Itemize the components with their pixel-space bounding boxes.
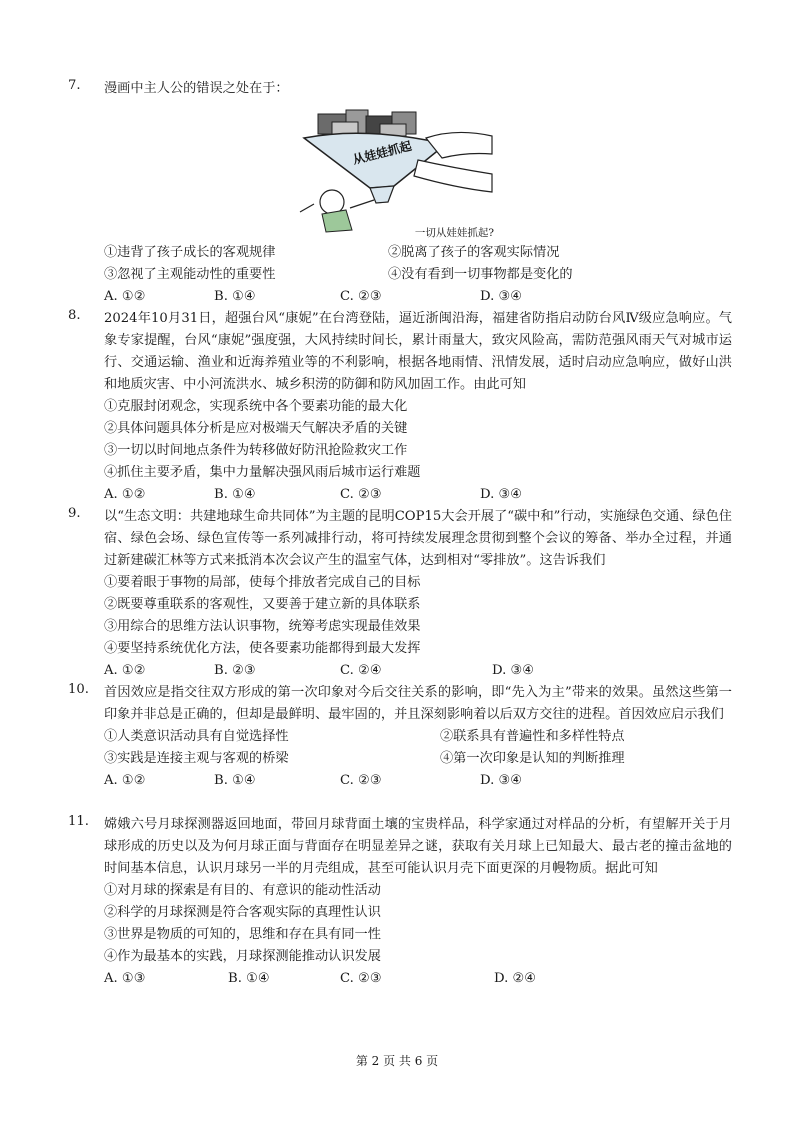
question-number: 11. (68, 814, 89, 829)
choice-d[interactable]: D. ②④ (494, 971, 537, 986)
choice-c[interactable]: C. ②③ (340, 773, 382, 788)
option-2: ②脱离了孩子的客观实际情况 (388, 245, 560, 260)
choice-b[interactable]: B. ①④ (228, 971, 270, 986)
options-row (104, 726, 732, 748)
answer-choices (104, 660, 732, 682)
cartoon-caption: 一切从娃娃抓起? (414, 227, 494, 239)
option-1: ①克服封闭观念，实现系统中各个要素功能的最大化 (104, 399, 408, 414)
question-stem: 嫦娥六号月球探测器返回地面，带回月球背面土壤的宝贵样品，科学家通过对样品的分析，有望解开关于月球形成的历史以及为何月球正面与背面存在明显差异之谜，获取有关月球上已知最大、最古老的撞击盆地的时间基本信息，认识月球另一半的月壳组成，甚至可能认识月壳下面更深的月幔物质。据此可知 (104, 817, 732, 876)
option-1: ①要着眼于事物的局部，使每个排放者完成自己的目标 (104, 575, 421, 590)
choice-a[interactable]: A. ①② (104, 663, 146, 678)
answer-choices (104, 770, 732, 792)
options-row (104, 264, 732, 286)
choice-b[interactable]: B. ①④ (214, 773, 256, 788)
option-2: ②科学的月球探测是符合客观实际的真理性认识 (104, 905, 381, 920)
cartoon-illustration (296, 108, 496, 240)
option-4: ④抓住主要矛盾，集中力量解决强风雨后城市运行难题 (104, 465, 421, 480)
question-number: 9. (68, 506, 81, 521)
choice-c[interactable]: C. ②③ (340, 971, 382, 986)
option-4: ④要坚持系统优化方法，使各要素功能都得到最大发挥 (104, 641, 421, 656)
option-2: ②联系具有普遍性和多样性特点 (440, 729, 625, 744)
choice-b[interactable]: B. ②③ (214, 663, 256, 678)
options-row (104, 242, 732, 264)
books-pile-icon (318, 110, 416, 136)
question-number: 8. (68, 308, 81, 323)
answer-choices (104, 286, 732, 308)
question-number: 7. (68, 78, 81, 93)
question-9 (68, 506, 732, 682)
option-3: ③实践是连接主观与客观的桥梁 (104, 751, 289, 766)
choice-d[interactable]: D. ③④ (480, 487, 523, 502)
choice-a[interactable]: A. ①② (104, 289, 146, 304)
option-3: ③世界是物质的可知的，思维和存在具有同一性 (104, 927, 381, 942)
page-footer: 第 2 页 共 6 页 (355, 1054, 439, 1068)
question-7 (68, 78, 732, 100)
option-1: ①违背了孩子成长的客观规律 (104, 245, 276, 260)
choice-a[interactable]: A. ①③ (104, 971, 146, 986)
question-7-options (72, 242, 732, 308)
question-8 (68, 308, 732, 506)
question-stem: 漫画中主人公的错误之处在于： (104, 81, 289, 96)
choice-b[interactable]: B. ①④ (214, 289, 256, 304)
choice-d[interactable]: D. ③④ (480, 773, 523, 788)
funnel-text: 从娃娃抓起 (351, 138, 413, 167)
choice-c[interactable]: C. ②③ (340, 487, 382, 502)
choice-d[interactable]: D. ③④ (480, 289, 523, 304)
option-3: ③一切以时间地点条件为转移做好防汛抢险救灾工作 (104, 443, 408, 458)
option-3: ③用综合的思维方法认识事物，统筹考虑实现最佳效果 (104, 619, 421, 634)
option-2: ②具体问题具体分析是应对极端天气解决矛盾的关键 (104, 421, 408, 436)
option-1: ①对月球的探索是有目的、有意识的能动性活动 (104, 883, 381, 898)
question-10 (68, 682, 732, 792)
choice-c[interactable]: C. ②④ (340, 663, 382, 678)
option-4: ④作为最基本的实践，月球探测能推动认识发展 (104, 949, 381, 964)
choice-a[interactable]: A. ①② (104, 487, 146, 502)
choice-b[interactable]: B. ①④ (214, 487, 256, 502)
option-2: ②既要尊重联系的客观性，又要善于建立新的具体联系 (104, 597, 421, 612)
option-4: ④没有看到一切事物都是变化的 (388, 267, 573, 282)
option-1: ①人类意识活动具有自觉选择性 (104, 729, 289, 744)
question-number: 10. (68, 682, 89, 697)
options-row (104, 748, 732, 770)
choice-a[interactable]: A. ①② (104, 773, 146, 788)
option-4: ④第一次印象是认知的判断推理 (440, 751, 625, 766)
question-stem: 以“生态文明：共建地球生命共同体”为主题的昆明COP15大会开展了“碳中和”行动，实施绿色交通、绿色住宿、绿色会场、绿色宣传等一系列减排行动，将可持续发展理念贯彻到整个会议的筹备、举办全过程，并通过新建碳汇林等方式来抵消本次会议产生的温室气体，达到相对“零排放”。这告诉我们 (104, 509, 732, 568)
choice-d[interactable]: D. ③④ (492, 663, 535, 678)
question-11 (68, 814, 732, 990)
answer-choices (104, 484, 732, 506)
question-stem: 首因效应是指交往双方形成的第一次印象对今后交往关系的影响，即“先入为主”带来的效果。虽然这些第一印象并非总是正确的，但却是最鲜明、最牢固的，并且深刻影响着以后双方交往的进程。首因效应启示我们 (104, 685, 732, 722)
choice-c[interactable]: C. ②③ (340, 289, 382, 304)
answer-choices (104, 968, 732, 990)
question-stem: 2024年10月31日，超强台风“康妮”在台湾登陆，逼近浙闽沿海，福建省防指启动防台风Ⅳ级应急响应。气象专家提醒，台风“康妮”强度强，大风持续时间长，累计雨量大，致灾风险高，需防范强风雨天气对城市运行、交通运输、渔业和近海养殖业等的不利影响，根据各地雨情、汛情发展，适时启动应急响应，做好山洪和地质灾害、中小河流洪水、城乡积涝的防御和防风加固工作。由此可知 (104, 311, 732, 392)
option-3: ③忽视了主观能动性的重要性 (104, 267, 276, 282)
